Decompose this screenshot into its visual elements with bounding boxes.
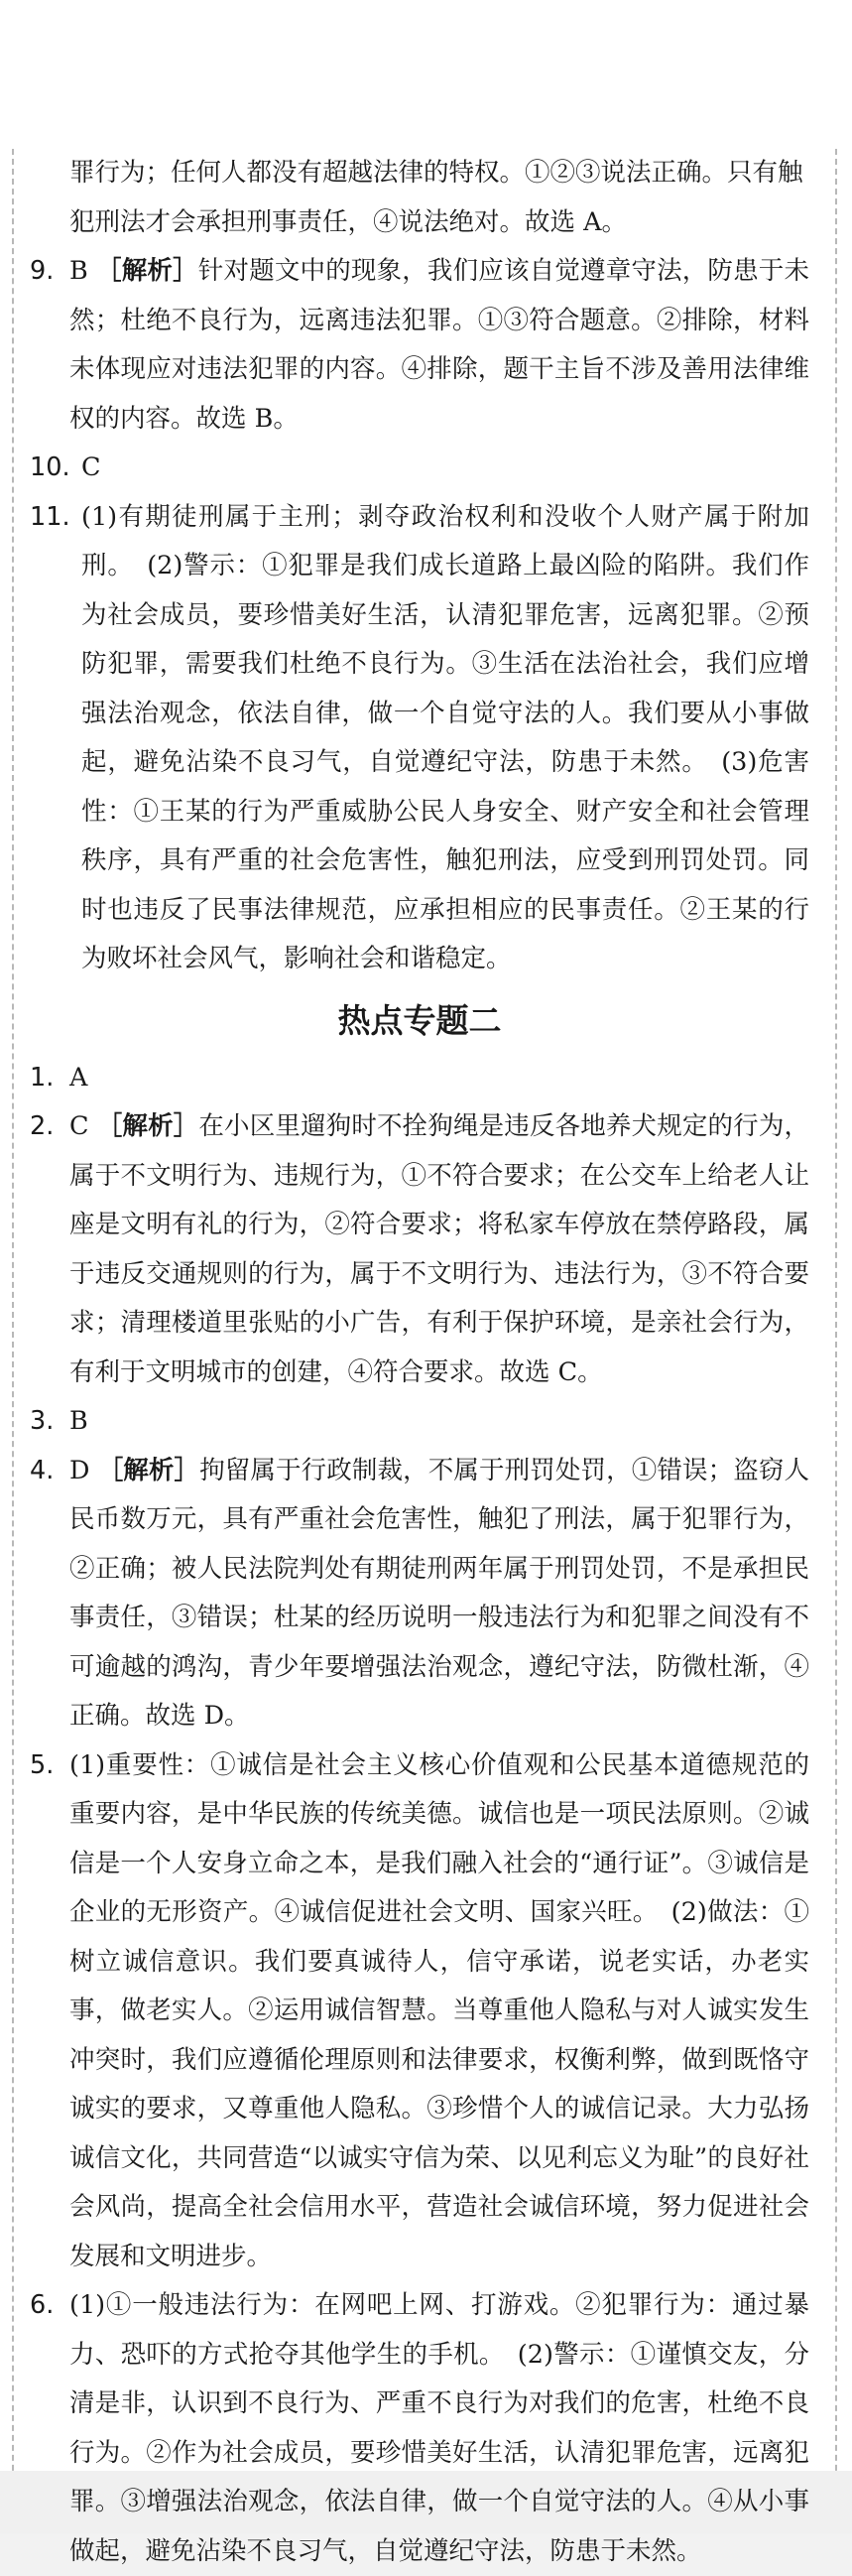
answer-item-1: [30, 1054, 809, 1103]
item-body: [69, 1447, 809, 1741]
item-body: [69, 247, 809, 444]
item-number: 3.: [30, 1406, 55, 1436]
item-number: 4.: [30, 1455, 55, 1485]
answer-item-2: [30, 1102, 809, 1397]
item-text: (1)有期徒刑属于主刑；剥夺政治权利和没收个人财产属于附加刑。 (2)警示：①犯罪是我们成长道路上最凶险的陷阱。我们作为社会成员，要珍惜美好生活，认清犯罪危害，远离犯罪。②预防犯罪，需要我们杜绝不良行为。③生活在法治社会，我们应增强法治观念，依法自律，做一个自觉守法的人。我们要从小事做起，避免沾染不良习气，自觉遵纪守法，防患于未然。 (3)危害性：①王某的行为严重威胁公民人身安全、财产安全和社会管理秩序，具有严重的社会危害性，触犯刑法，应受到刑罚处罚。同时也违反了民事法律规范，应承担相应的民事责任。②王某的行为败坏社会风气，影响社会和谐稳定。: [81, 501, 809, 973]
item-text: 在小区里遛狗时不拴狗绳是违反各地养犬规定的行为，属于不文明行为、违规行为，①不符合要求；在公交车上给老人让座是文明有礼的行为，②符合要求；将私家车停放在禁停路段，属于违反交通规则的行为，属于不文明行为、违法行为，③不符合要求；清理楼道里张贴的小广告，有利于保护环境，是亲社会行为，有利于文明城市的创建，④符合要求。故选 C。: [69, 1111, 809, 1387]
item-number: 10.: [30, 452, 70, 482]
answer-item-5: [30, 1741, 809, 2282]
item-body: [69, 2281, 809, 2576]
item-answer: D: [69, 1455, 90, 1485]
item-body: [69, 1741, 809, 2282]
item-answer: B: [69, 256, 88, 286]
right-dashed-rule: [835, 149, 837, 2520]
analysis-tag: ［解析］: [96, 1111, 199, 1141]
answer-item-6: [30, 2281, 809, 2576]
answer-item-9: [30, 247, 809, 444]
item-answer: C: [81, 452, 101, 482]
item-body: [69, 1102, 809, 1397]
answer-item-3: [30, 1397, 809, 1447]
answer-content: [30, 149, 809, 2576]
analysis-tag: ［解析］: [97, 1455, 200, 1485]
item-body: [81, 444, 809, 493]
continued-answer-text: 罪行为；任何人都没有超越法律的特权。①②③说法正确。只有触犯刑法才会承担刑事责任，④说法绝对。故选 A。: [69, 158, 803, 237]
section-title: 热点专题二: [337, 1000, 502, 1040]
item-text: 拘留属于行政制裁，不属于刑罚处罚，①错误；盗窃人民币数万元，具有严重社会危害性，触犯了刑法，属于犯罪行为，②正确；被人民法院判处有期徒刑两年属于刑罚处罚，不是承担民事责任，③错误；杜某的经历说明一般违法行为和犯罪之间没有不可逾越的鸿沟，青少年要增强法治观念，遵纪守法，防微杜渐，④正确。故选 D。: [69, 1455, 809, 1731]
item-text: (1)①一般违法行为：在网吧上网、打游戏。②犯罪行为：通过暴力、恐吓的方式抢夺其他学生的手机。 (2)警示：①谨慎交友，分清是非，认识到不良行为、严重不良行为对我们的危害，杜绝不良行为。②作为社会成员，要珍惜美好生活，认清犯罪危害，远离犯罪。③增强法治观念，依法自律，做一个自觉守法的人。④从小事做起，避免沾染不良习气，自觉遵纪守法，防患于未然。: [69, 2290, 809, 2566]
item-body: [69, 1054, 809, 1103]
item-body: [69, 1397, 809, 1447]
item-body: [81, 493, 809, 984]
item-number: 5.: [30, 1749, 55, 1780]
item-answer: C: [69, 1111, 89, 1141]
item-number: 11.: [30, 501, 70, 532]
answer-item-11: [30, 493, 809, 984]
item-number: 9.: [30, 256, 55, 286]
item-answer: B: [69, 1406, 88, 1436]
item-number: 6.: [30, 2290, 55, 2320]
item-number: 1.: [30, 1062, 55, 1093]
answer-item-4: [30, 1447, 809, 1741]
analysis-tag: ［解析］: [96, 256, 198, 286]
item-number: 2.: [30, 1111, 55, 1141]
item-answer: A: [69, 1062, 88, 1093]
item-text: 针对题文中的现象，我们应该自觉遵章守法，防患于未然；杜绝不良行为，远离违法犯罪。①③符合题意。②排除，材料未体现应对违法犯罪的内容。④排除，题干主旨不涉及善用法律维权的内容。故选 B。: [69, 256, 809, 434]
item-text: (1)重要性：①诚信是社会主义核心价值观和公民基本道德规范的重要内容，是中华民族的传统美德。诚信也是一项民法原则。②诚信是一个人安身立命之本，是我们融入社会的“通行证”。③诚信是企业的无形资产。④诚信促进社会文明、国家兴旺。 (2)做法：①树立诚信意识。我们要真诚待人，信守承诺，说老实话，办老实事，做老实人。②运用诚信智慧。当尊重他人隐私与对人诚实发生冲突时，我们应遵循伦理原则和法律要求，权衡利弊，做到既恪守诚实的要求，又尊重他人隐私。③珍惜个人的诚信记录。大力弘扬诚信文化，共同营造“以诚实守信为荣、以见利忘义为耻”的良好社会风尚，提高全社会信用水平，营造社会诚信环境，努力促进社会发展和文明进步。: [69, 1749, 809, 2271]
left-dashed-rule: [12, 149, 14, 2520]
continued-answer: [30, 149, 809, 247]
answer-item-10: [30, 444, 809, 493]
